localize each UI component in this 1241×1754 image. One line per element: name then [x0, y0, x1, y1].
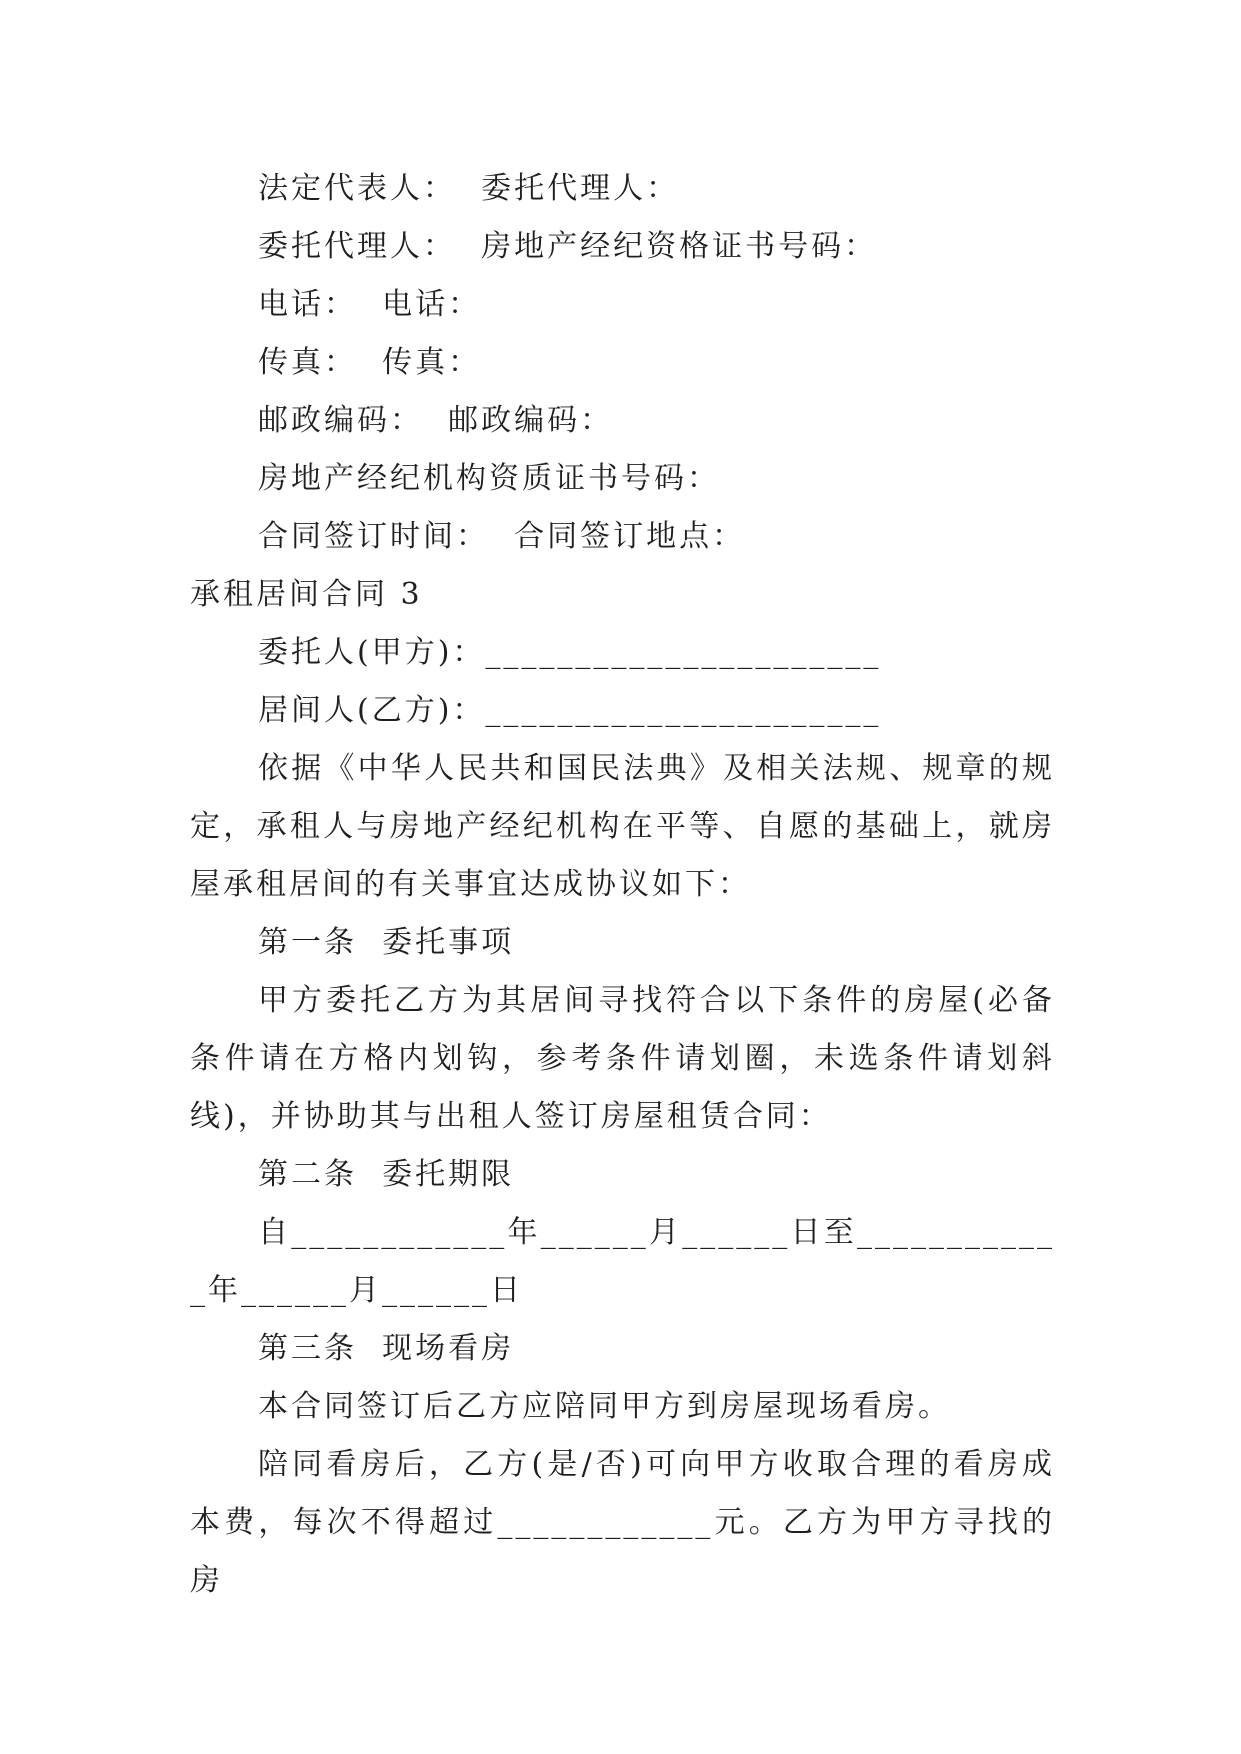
contract-heading: 承租居间合同 3 — [190, 577, 423, 612]
line-phone: 电话： 电话： — [258, 287, 482, 322]
line-signing-time-place: 合同签订时间： 合同签订地点： — [258, 519, 746, 554]
document-body — [190, 160, 1055, 1610]
article-2-body: 自____________年______月______日至____________年______月______日 — [190, 1215, 1055, 1308]
article-3-body-1: 本合同签订后乙方应陪同甲方到房屋现场看房。 — [258, 1389, 951, 1424]
intro-paragraph: 依据《中华人民共和国民法典》及相关法规、规章的规定，承租人与房地产经纪机构在平等、自愿的基础上，就房屋承租居间的有关事宜达成协议如下： — [190, 751, 1055, 902]
line-agency-qualification: 房地产经纪机构资质证书号码： — [258, 461, 720, 496]
line-legal-representative: 法定代表人： 委托代理人： — [258, 171, 680, 206]
article-1-body: 甲方委托乙方为其居间寻找符合以下条件的房屋(必备条件请在方格内划钩，参考条件请划圈，未选条件请划斜线)，并协助其与出租人签订房屋租赁合同： — [190, 983, 1055, 1134]
article-1-title: 第一条 委托事项 — [258, 925, 515, 960]
article-2-title: 第二条 委托期限 — [258, 1157, 515, 1192]
party-b-line: 居间人(乙方)：______________________ — [258, 693, 882, 728]
line-agent-license: 委托代理人： 房地产经纪资格证书号码： — [258, 229, 878, 264]
line-fax: 传真： 传真： — [258, 345, 482, 380]
line-postcode: 邮政编码： 邮政编码： — [258, 403, 614, 438]
article-3-body-2: 陪同看房后，乙方(是/否)可向甲方收取合理的看房成本费，每次不得超过____________元。乙方为甲方寻找的房 — [190, 1447, 1055, 1598]
party-a-line: 委托人(甲方)：______________________ — [258, 635, 882, 670]
article-3-title: 第三条 现场看房 — [258, 1331, 515, 1366]
